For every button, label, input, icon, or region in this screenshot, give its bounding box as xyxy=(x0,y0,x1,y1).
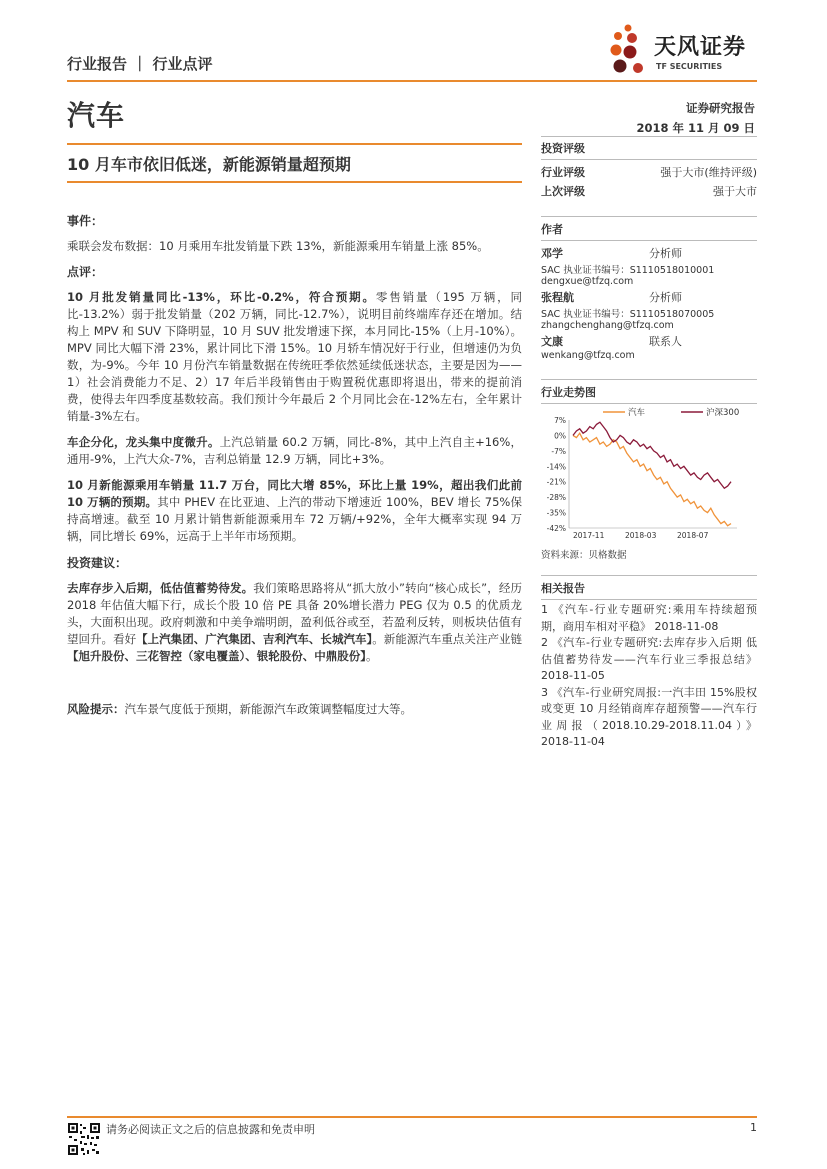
rating-heading-rule xyxy=(541,159,757,160)
para-advice-chain: 【旭升股份、三花智控（家电覆盖）、银轮股份、中鼎股份】 xyxy=(67,649,366,663)
author-cert: SAC 执业证书编号：S1110518010001 xyxy=(541,265,715,276)
para-sales-text: 零售销量（195 万辆，同比-13.2%）弱于批发销量（202 万辆，同比-12.7%），说明目前终端库存还在增加。结构上 MPV 和 SUV 下降明显，10 月 SUV 批发增速下探，本月同比-15%（上月-10%）。MPV 同比大幅下滑 23%，累计同比下滑 15%。10 月轿车情况好于行业，但增速仍为负数，为-9%。今年 10 月份汽车销量数据在传统旺季依然延续低迷状态，主要是因为——1）社会消费能力不足、2）17 年后半段销售由于购置税优惠即将退出，带来的提前消费，使得去年四季度基数较高。我们预计今年最后 2 个月同比会在-12%左右，全年累计销量-3%左右。 xyxy=(67,290,522,423)
event-heading: 事件： xyxy=(67,214,104,228)
related-heading-rule xyxy=(541,599,757,600)
related-rule xyxy=(541,575,757,576)
x-tick-label: 2018-07 xyxy=(677,531,709,540)
related-report[interactable]: 2 《汽车-行业专题研究:去库存步入后期 低估值蓄势待发——汽车行业三季报总结》 2018-11-05 xyxy=(541,636,757,682)
author-card xyxy=(541,289,757,333)
chart-source: 资料来源：贝格数据 xyxy=(541,550,627,561)
y-tick-label: -35% xyxy=(546,508,566,518)
body-column xyxy=(67,212,522,718)
x-tick-label: 2018-03 xyxy=(625,531,657,540)
sidebar xyxy=(541,136,757,751)
authors-heading-rule xyxy=(541,240,757,241)
para-oem-lead: 车企分化，龙头集中度微升。 xyxy=(67,435,220,449)
trend-heading: 行业走势图 xyxy=(541,386,596,399)
author-role: 分析师 xyxy=(649,291,682,304)
para-sales xyxy=(67,289,522,425)
author-cert: SAC 执业证书编号：S1110518070005 xyxy=(541,309,715,320)
para-advice-text: 我们策略思路将从“抓大放小”转向“核心成长”，经历 2018 年估值大幅下行，成长个股 10 倍 PE 具备 20%增长潜力 PEG 仅为 0.5 的优质龙头，大面积出现。政府刺激和中美争端明朗，盈利低谷或至，若盈利反转，则板块估值有望回升。看好 xyxy=(67,581,522,646)
footer-rule xyxy=(67,1116,757,1118)
author-email: wenkang@tfzq.com xyxy=(541,350,635,361)
para-nev-lead: 10 月新能源乘用车销量 11.7 万台，同比大增 85%，环比上量 19%，超出我们此前 10 万辆的预期。 xyxy=(67,478,522,509)
para-nev xyxy=(67,477,522,545)
rating-heading: 投资评级 xyxy=(541,142,585,155)
para-advice-text3: 。 xyxy=(366,649,378,663)
trend-rule xyxy=(541,379,757,380)
related-report[interactable]: 3 《汽车-行业研究周报:一汽丰田 15%股权或变更 10 月经销商库存超预警——汽车行业周报（2018.10.29-2018.11.04）》 2018-11-04 xyxy=(541,685,757,748)
header-rule xyxy=(67,80,757,82)
page-number: 1 xyxy=(750,1121,757,1134)
para-advice-lead: 去库存步入后期，低估值蓄势待发。 xyxy=(67,581,254,595)
advice-heading: 投资建议： xyxy=(67,556,128,570)
related-heading: 相关报告 xyxy=(541,582,585,595)
y-tick-label: -42% xyxy=(546,524,566,533)
rating-current-label: 行业评级 xyxy=(541,166,585,179)
author-name: 文康 xyxy=(541,335,563,348)
para-advice xyxy=(67,580,522,665)
logo-cn: 天风证券 xyxy=(654,35,747,60)
y-tick-label: 7% xyxy=(554,416,566,425)
legend-label: 汽车 xyxy=(628,408,646,418)
authors-rule xyxy=(541,216,757,217)
series-line xyxy=(573,422,731,488)
para-advice-picks: 【上汽集团、广汽集团、吉利汽车、长城汽车】 xyxy=(136,632,373,646)
para-sales-lead: 10 月批发销量同比-13%，环比-0.2%，符合预期。 xyxy=(67,290,376,304)
sector-name: 汽车 xyxy=(67,99,126,132)
rating-previous xyxy=(541,183,757,202)
disclaimer-notice: 请务必阅读正文之后的信息披露和免责申明 xyxy=(106,1123,315,1136)
author-role: 分析师 xyxy=(649,247,682,260)
risk-label: 风险提示： xyxy=(67,702,125,716)
rating-previous-value: 强于大市 xyxy=(713,185,757,198)
report-category: 行业报告 ｜ 行业点评 xyxy=(67,55,213,73)
logo-mark-icon xyxy=(608,22,652,78)
para-nev-text: 其中 PHEV 在比亚迪、上汽的带动下增速近 100%，BEV 增长 75%保持高增速。截至 10 月累计销售新能源乘用车 72 万辆/+92%，全年大概率实现 94 万辆，同比增长 69%，远高于上半年市场预期。 xyxy=(67,495,522,543)
author-role: 联系人 xyxy=(649,335,682,348)
para-oem-text: 上汽总销量 60.2 万辆，同比-8%，其中上汽自主+16%，通用-9%，上汽大众-7%，吉利总销量 12.9 万辆，同比+3%。 xyxy=(67,435,522,466)
rating-current xyxy=(541,164,757,183)
author-card xyxy=(541,245,757,289)
y-tick-label: -28% xyxy=(546,493,566,503)
y-tick-label: -14% xyxy=(546,462,566,472)
rating-previous-label: 上次评级 xyxy=(541,185,585,198)
series-line xyxy=(573,433,731,526)
y-tick-label: -21% xyxy=(546,477,566,487)
risk-warning xyxy=(67,701,522,718)
trend-heading-rule xyxy=(541,403,757,404)
logo-en: TF SECURITIES xyxy=(656,62,723,71)
y-tick-label: 0% xyxy=(554,431,566,441)
report-title: 10 月车市依旧低迷，新能源销量超预期 xyxy=(67,155,351,174)
title-rule-top xyxy=(67,143,522,145)
legend-label: 沪深300 xyxy=(706,408,740,418)
report-type: 证券研究报告 xyxy=(686,101,755,115)
risk-text: 汽车景气度低于预期，新能源汽车政策调整幅度过大等。 xyxy=(124,702,412,716)
author-email: zhangchenghang@tfzq.com xyxy=(541,320,674,331)
para-oem xyxy=(67,434,522,468)
para-advice-text2: 。新能源汽车重点关注产业链 xyxy=(372,632,523,646)
related-report[interactable]: 1 《汽车-行业专题研究:乘用车持续超预期，商用车相对平稳》 2018-11-08 xyxy=(541,603,757,633)
title-rule-bottom xyxy=(67,181,522,183)
authors-heading: 作者 xyxy=(541,223,563,236)
author-name: 邓学 xyxy=(541,247,563,260)
y-tick-label: -7% xyxy=(551,446,566,456)
author-name: 张程航 xyxy=(541,291,574,304)
event-text: 乘联会发布数据：10 月乘用车批发销量下跌 13%，新能源乘用车销量上涨 85%。 xyxy=(67,239,489,253)
rating-rule xyxy=(541,136,757,137)
trend-chart xyxy=(541,406,757,546)
rating-current-value: 强于大市(维持评级) xyxy=(660,166,757,179)
company-logo xyxy=(608,22,758,78)
author-card xyxy=(541,333,757,365)
author-email: dengxue@tfzq.com xyxy=(541,276,634,287)
report-date: 2018 年 11 月 09 日 xyxy=(636,121,755,135)
x-tick-label: 2017-11 xyxy=(573,531,605,540)
qr-code-icon xyxy=(67,1122,101,1156)
comment-heading: 点评： xyxy=(67,265,104,279)
